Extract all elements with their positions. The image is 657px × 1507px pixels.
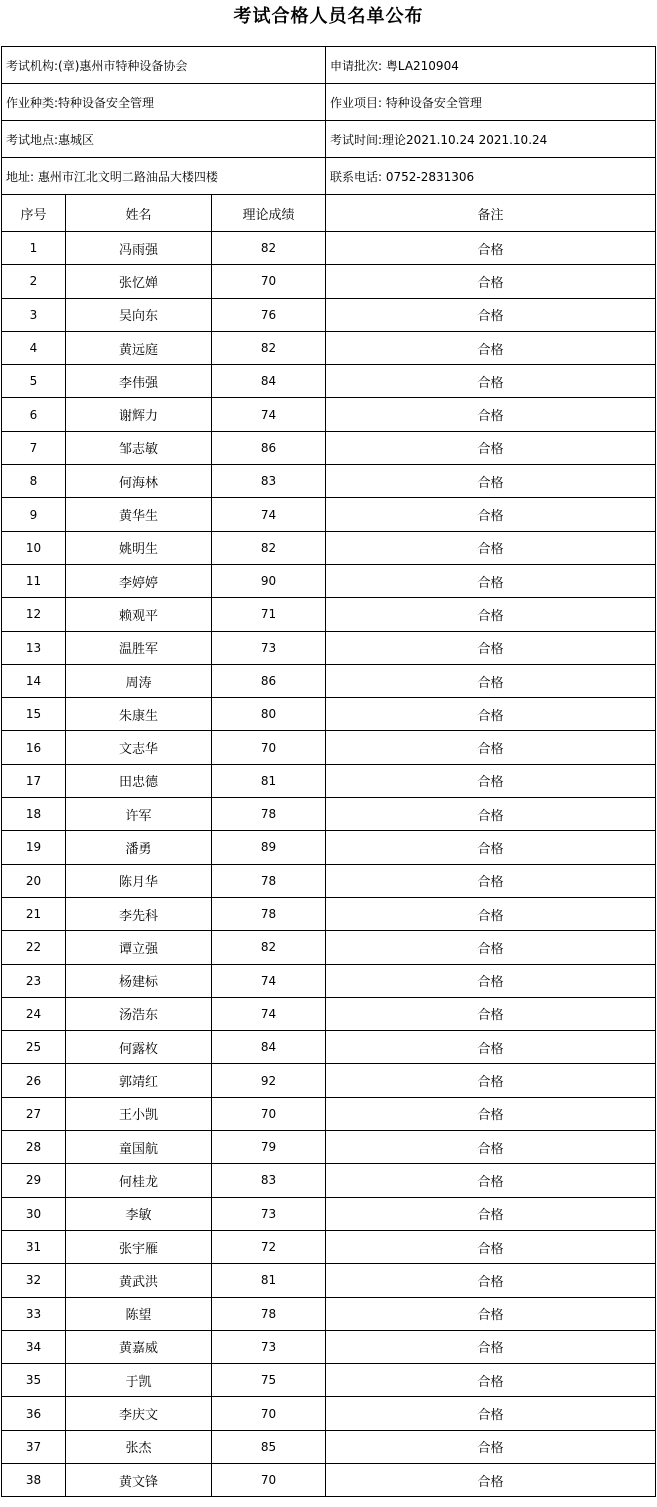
cell-name: 姚明生 bbox=[66, 531, 212, 564]
table-row bbox=[2, 431, 656, 464]
table-row bbox=[2, 631, 656, 664]
cell-name: 张宇雁 bbox=[66, 1230, 212, 1263]
cell-score: 73 bbox=[212, 631, 326, 664]
cell-name: 李婷婷 bbox=[66, 564, 212, 597]
cell-name: 黄华生 bbox=[66, 498, 212, 531]
cell-name: 杨建标 bbox=[66, 964, 212, 997]
exam-time: 考试时间:理论2021.10.24 2021.10.24 bbox=[326, 121, 656, 158]
cell-remark: 合格 bbox=[326, 664, 656, 697]
cell-remark: 合格 bbox=[326, 831, 656, 864]
cell-seq: 16 bbox=[2, 731, 66, 764]
exam-org: 考试机构:(章)惠州市特种设备协会 bbox=[2, 47, 326, 84]
cell-score: 82 bbox=[212, 531, 326, 564]
cell-seq: 33 bbox=[2, 1297, 66, 1330]
cell-seq: 27 bbox=[2, 1097, 66, 1130]
table-row bbox=[2, 764, 656, 797]
table-row bbox=[2, 964, 656, 997]
cell-seq: 20 bbox=[2, 864, 66, 897]
cell-score: 70 bbox=[212, 1397, 326, 1430]
cell-remark: 合格 bbox=[326, 564, 656, 597]
cell-remark: 合格 bbox=[326, 431, 656, 464]
exam-location: 考试地点:惠城区 bbox=[2, 121, 326, 158]
cell-name: 黄嘉威 bbox=[66, 1330, 212, 1363]
cell-remark: 合格 bbox=[326, 1364, 656, 1397]
apply-batch: 申请批次: 粤LA210904 bbox=[326, 47, 656, 84]
cell-score: 78 bbox=[212, 864, 326, 897]
table-row bbox=[2, 798, 656, 831]
cell-score: 70 bbox=[212, 1097, 326, 1130]
cell-score: 82 bbox=[212, 931, 326, 964]
cell-seq: 34 bbox=[2, 1330, 66, 1363]
cell-remark: 合格 bbox=[326, 1430, 656, 1463]
cell-name: 许军 bbox=[66, 798, 212, 831]
table-row bbox=[2, 1031, 656, 1064]
cell-name: 张杰 bbox=[66, 1430, 212, 1463]
cell-remark: 合格 bbox=[326, 331, 656, 364]
cell-seq: 22 bbox=[2, 931, 66, 964]
cell-seq: 11 bbox=[2, 564, 66, 597]
cell-name: 李庆文 bbox=[66, 1397, 212, 1430]
cell-remark: 合格 bbox=[326, 964, 656, 997]
table-row bbox=[2, 831, 656, 864]
cell-score: 83 bbox=[212, 1164, 326, 1197]
table-row bbox=[2, 1131, 656, 1164]
cell-seq: 23 bbox=[2, 964, 66, 997]
cell-seq: 17 bbox=[2, 764, 66, 797]
cell-remark: 合格 bbox=[326, 1230, 656, 1263]
cell-remark: 合格 bbox=[326, 864, 656, 897]
cell-score: 73 bbox=[212, 1197, 326, 1230]
table-row bbox=[2, 465, 656, 498]
cell-seq: 12 bbox=[2, 598, 66, 631]
table-row bbox=[2, 232, 656, 265]
cell-name: 王小凯 bbox=[66, 1097, 212, 1130]
cell-remark: 合格 bbox=[326, 1297, 656, 1330]
table-row bbox=[2, 997, 656, 1030]
cell-seq: 24 bbox=[2, 997, 66, 1030]
cell-seq: 38 bbox=[2, 1463, 66, 1496]
cell-name: 汤浩东 bbox=[66, 997, 212, 1030]
table-row bbox=[2, 1064, 656, 1097]
cell-score: 78 bbox=[212, 1297, 326, 1330]
cell-remark: 合格 bbox=[326, 798, 656, 831]
table-row bbox=[2, 1264, 656, 1297]
cell-remark: 合格 bbox=[326, 631, 656, 664]
cell-name: 谢辉力 bbox=[66, 398, 212, 431]
cell-name: 黄远庭 bbox=[66, 331, 212, 364]
cell-name: 于凯 bbox=[66, 1364, 212, 1397]
cell-seq: 7 bbox=[2, 431, 66, 464]
cell-remark: 合格 bbox=[326, 232, 656, 265]
table-row bbox=[2, 1397, 656, 1430]
cell-remark: 合格 bbox=[326, 1264, 656, 1297]
cell-score: 70 bbox=[212, 265, 326, 298]
cell-remark: 合格 bbox=[326, 465, 656, 498]
cell-remark: 合格 bbox=[326, 1397, 656, 1430]
cell-score: 92 bbox=[212, 1064, 326, 1097]
cell-remark: 合格 bbox=[326, 897, 656, 930]
cell-name: 李先科 bbox=[66, 897, 212, 930]
cell-seq: 2 bbox=[2, 265, 66, 298]
table-row bbox=[2, 864, 656, 897]
cell-name: 邹志敏 bbox=[66, 431, 212, 464]
table-row bbox=[2, 1330, 656, 1363]
cell-score: 79 bbox=[212, 1131, 326, 1164]
cell-seq: 31 bbox=[2, 1230, 66, 1263]
cell-seq: 3 bbox=[2, 298, 66, 331]
header-remark: 备注 bbox=[326, 195, 656, 232]
cell-name: 谭立强 bbox=[66, 931, 212, 964]
table-row bbox=[2, 1230, 656, 1263]
info-row bbox=[2, 84, 656, 121]
page-title: 考试合格人员名单公布 bbox=[233, 6, 424, 27]
header-score: 理论成绩 bbox=[212, 195, 326, 232]
cell-remark: 合格 bbox=[326, 398, 656, 431]
cell-seq: 25 bbox=[2, 1031, 66, 1064]
table-row bbox=[2, 931, 656, 964]
cell-score: 75 bbox=[212, 1364, 326, 1397]
cell-seq: 6 bbox=[2, 398, 66, 431]
cell-remark: 合格 bbox=[326, 598, 656, 631]
cell-remark: 合格 bbox=[326, 498, 656, 531]
cell-remark: 合格 bbox=[326, 698, 656, 731]
cell-seq: 35 bbox=[2, 1364, 66, 1397]
cell-seq: 29 bbox=[2, 1164, 66, 1197]
cell-score: 72 bbox=[212, 1230, 326, 1263]
cell-score: 84 bbox=[212, 365, 326, 398]
cell-name: 何桂龙 bbox=[66, 1164, 212, 1197]
info-row bbox=[2, 121, 656, 158]
table-row bbox=[2, 698, 656, 731]
table-row bbox=[2, 564, 656, 597]
cell-remark: 合格 bbox=[326, 265, 656, 298]
table-row bbox=[2, 298, 656, 331]
cell-name: 文志华 bbox=[66, 731, 212, 764]
table-row bbox=[2, 731, 656, 764]
cell-remark: 合格 bbox=[326, 531, 656, 564]
table-row bbox=[2, 897, 656, 930]
cell-seq: 19 bbox=[2, 831, 66, 864]
cell-score: 82 bbox=[212, 331, 326, 364]
cell-name: 何海林 bbox=[66, 465, 212, 498]
cell-seq: 30 bbox=[2, 1197, 66, 1230]
cell-score: 70 bbox=[212, 731, 326, 764]
results-table bbox=[1, 46, 656, 1497]
cell-name: 李伟强 bbox=[66, 365, 212, 398]
cell-name: 陈月华 bbox=[66, 864, 212, 897]
info-row bbox=[2, 158, 656, 195]
cell-score: 86 bbox=[212, 664, 326, 697]
cell-seq: 18 bbox=[2, 798, 66, 831]
cell-name: 陈望 bbox=[66, 1297, 212, 1330]
cell-name: 郭靖红 bbox=[66, 1064, 212, 1097]
cell-name: 黄武洪 bbox=[66, 1264, 212, 1297]
header-seq: 序号 bbox=[2, 195, 66, 232]
table-header bbox=[2, 195, 656, 232]
table-row bbox=[2, 1430, 656, 1463]
cell-score: 81 bbox=[212, 764, 326, 797]
cell-score: 74 bbox=[212, 398, 326, 431]
cell-score: 78 bbox=[212, 798, 326, 831]
cell-score: 89 bbox=[212, 831, 326, 864]
cell-remark: 合格 bbox=[326, 1330, 656, 1363]
address: 地址: 惠州市江北文明二路油品大楼四楼 bbox=[2, 158, 326, 195]
table-row bbox=[2, 331, 656, 364]
cell-remark: 合格 bbox=[326, 1097, 656, 1130]
cell-score: 73 bbox=[212, 1330, 326, 1363]
cell-name: 李敏 bbox=[66, 1197, 212, 1230]
cell-remark: 合格 bbox=[326, 931, 656, 964]
work-item: 作业项目: 特种设备安全管理 bbox=[326, 84, 656, 121]
cell-seq: 10 bbox=[2, 531, 66, 564]
cell-score: 74 bbox=[212, 997, 326, 1030]
table-row bbox=[2, 265, 656, 298]
table-row bbox=[2, 1097, 656, 1130]
cell-score: 74 bbox=[212, 964, 326, 997]
cell-score: 76 bbox=[212, 298, 326, 331]
cell-name: 何露枚 bbox=[66, 1031, 212, 1064]
cell-name: 冯雨强 bbox=[66, 232, 212, 265]
cell-seq: 15 bbox=[2, 698, 66, 731]
cell-score: 74 bbox=[212, 498, 326, 531]
cell-seq: 14 bbox=[2, 664, 66, 697]
cell-seq: 13 bbox=[2, 631, 66, 664]
cell-seq: 9 bbox=[2, 498, 66, 531]
cell-remark: 合格 bbox=[326, 1031, 656, 1064]
cell-remark: 合格 bbox=[326, 298, 656, 331]
cell-score: 85 bbox=[212, 1430, 326, 1463]
cell-name: 黄文锋 bbox=[66, 1463, 212, 1496]
table-row bbox=[2, 365, 656, 398]
table-row bbox=[2, 531, 656, 564]
cell-name: 周涛 bbox=[66, 664, 212, 697]
cell-name: 张忆婵 bbox=[66, 265, 212, 298]
cell-seq: 1 bbox=[2, 232, 66, 265]
cell-remark: 合格 bbox=[326, 997, 656, 1030]
work-category: 作业种类:特种设备安全管理 bbox=[2, 84, 326, 121]
cell-seq: 28 bbox=[2, 1131, 66, 1164]
cell-remark: 合格 bbox=[326, 1197, 656, 1230]
cell-name: 温胜军 bbox=[66, 631, 212, 664]
cell-seq: 32 bbox=[2, 1264, 66, 1297]
cell-remark: 合格 bbox=[326, 1064, 656, 1097]
cell-name: 朱康生 bbox=[66, 698, 212, 731]
cell-remark: 合格 bbox=[326, 365, 656, 398]
contact-phone: 联系电话: 0752-2831306 bbox=[326, 158, 656, 195]
cell-score: 78 bbox=[212, 897, 326, 930]
cell-seq: 4 bbox=[2, 331, 66, 364]
cell-seq: 37 bbox=[2, 1430, 66, 1463]
cell-name: 潘勇 bbox=[66, 831, 212, 864]
cell-score: 86 bbox=[212, 431, 326, 464]
cell-score: 81 bbox=[212, 1264, 326, 1297]
table-row bbox=[2, 1364, 656, 1397]
table-row bbox=[2, 398, 656, 431]
cell-remark: 合格 bbox=[326, 1131, 656, 1164]
table-row bbox=[2, 598, 656, 631]
cell-remark: 合格 bbox=[326, 764, 656, 797]
cell-remark: 合格 bbox=[326, 1164, 656, 1197]
cell-score: 83 bbox=[212, 465, 326, 498]
cell-name: 童国航 bbox=[66, 1131, 212, 1164]
table-row bbox=[2, 1164, 656, 1197]
cell-score: 84 bbox=[212, 1031, 326, 1064]
table-row bbox=[2, 1463, 656, 1496]
cell-seq: 26 bbox=[2, 1064, 66, 1097]
info-row bbox=[2, 47, 656, 84]
cell-seq: 8 bbox=[2, 465, 66, 498]
cell-score: 90 bbox=[212, 564, 326, 597]
cell-score: 82 bbox=[212, 232, 326, 265]
header-name: 姓名 bbox=[66, 195, 212, 232]
cell-remark: 合格 bbox=[326, 1463, 656, 1496]
table-row bbox=[2, 664, 656, 697]
table-row bbox=[2, 498, 656, 531]
cell-score: 70 bbox=[212, 1463, 326, 1496]
cell-score: 80 bbox=[212, 698, 326, 731]
table-row bbox=[2, 1297, 656, 1330]
cell-name: 吴向东 bbox=[66, 298, 212, 331]
cell-name: 田忠德 bbox=[66, 764, 212, 797]
cell-seq: 5 bbox=[2, 365, 66, 398]
cell-name: 赖观平 bbox=[66, 598, 212, 631]
cell-seq: 21 bbox=[2, 897, 66, 930]
table-row bbox=[2, 1197, 656, 1230]
cell-remark: 合格 bbox=[326, 731, 656, 764]
cell-score: 71 bbox=[212, 598, 326, 631]
cell-seq: 36 bbox=[2, 1397, 66, 1430]
